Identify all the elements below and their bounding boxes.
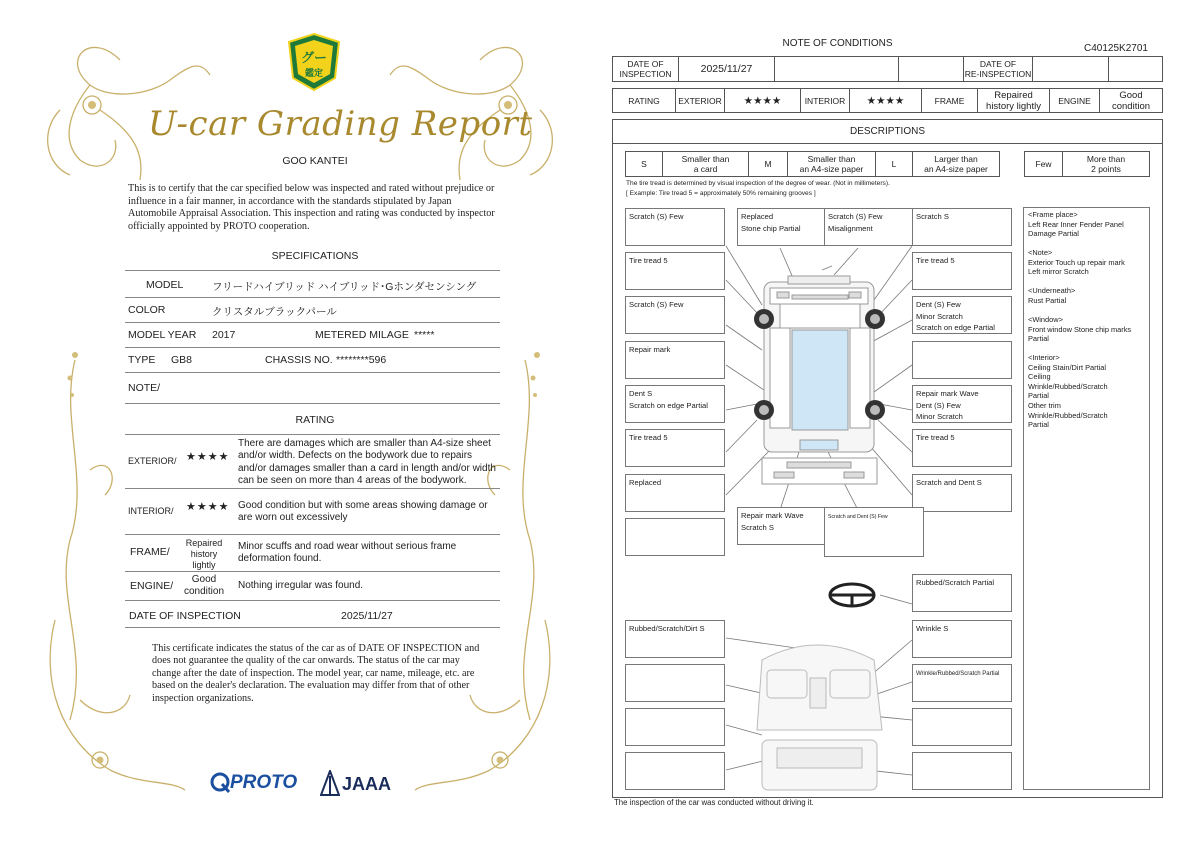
damage-box-left-front-door [625,341,725,379]
frame-description: Minor scuffs and road wear without serious frame deformation found. [238,541,457,565]
note-line: Other trim [1028,401,1061,411]
damage-text: Tire tread 5 [629,433,668,442]
descriptions-heading: DESCRIPTIONS [612,119,1163,144]
jaaa-logo-icon [320,770,340,796]
cell-line: INSPECTION [619,69,672,79]
exterior-description: There are damages which are smaller than A4-size sheet and/or width. Defects on the bodywork due to repairs and/or damages smaller than a card in length and/or width can be seen on more than 4 areas of the bodywork. [238,438,496,486]
damage-text: Tire tread 5 [916,433,955,442]
divider [125,347,500,348]
damage-box-left-front-seat [625,664,725,702]
damage-text: Repair mark [629,345,671,354]
engine-value-line: Good [191,574,217,585]
interior-header: INTERIOR [801,89,850,112]
cell-line: history lightly [986,100,1041,112]
damage-text: Repair mark Wave [741,511,804,520]
note-line: Exterior Touch up repair mark [1028,257,1125,267]
few-legend [1024,151,1150,177]
engine-value [176,574,232,598]
date-row [612,56,1163,82]
inspection-disclaimer: The inspection of the car was conducted without driving it. [614,798,814,807]
note-line: Ceiling Stain/Dirt Partial [1028,362,1107,372]
interior-description: Good condition but with some areas showing damage or are worn out excessively [238,500,488,524]
cell-line: condition [1111,100,1151,112]
color-label: COLOR [128,304,166,316]
rating-heading: RATING [295,414,335,426]
type-label: TYPE [128,354,156,366]
goo-kantei-badge-icon [287,32,341,92]
divider [125,534,500,535]
damage-text: Minor Scratch [916,311,963,321]
divider [125,322,500,323]
damage-text: Dent S [629,389,653,398]
divider [125,600,500,601]
metered-mileage-value: ***** [414,329,435,341]
damage-text: Misalignment [828,223,873,233]
certificate-footer-text: This certificate indicates the status of the car as of DATE OF INSPECTION and does not guarantee the quality of the car onwards. The status of the car may change after the date of inspection. The model year, car name, mileage, etc. are based on the dealer's declaration. The evaluation may differ from that of other inspection organizations. [152,643,480,704]
damage-box-rear-left-corner [625,518,725,556]
damage-box-right-rear-quarter [912,474,1012,512]
exterior-header: EXTERIOR [676,89,725,112]
engine-description: Nothing irregular was found. [238,580,364,591]
cell-line: 2 points [1091,164,1121,174]
cell-line: DATE OF [627,59,664,69]
damage-box-windshield [737,208,837,246]
cell-line: DATE OF [979,59,1017,69]
damage-box-right-fender [912,296,1012,334]
empty-cell [899,57,964,81]
certificate-intro: This is to certify that the car specified below was inspected and rated without prejudice or influence in a fair manner, in accordance with the standards stipulated by Japan Automobile Appraisal Association. This inspection and rating was conducted by inspector officially appointed by PROTO cooperation. [128,183,495,232]
date-of-inspection-cell: 2025/11/27 [679,57,775,81]
certificate-title: U-car Grading Report [148,104,533,144]
note-line: Damage Partial [1028,229,1079,239]
date-of-reinspection-header [964,57,1033,81]
empty-cell [1109,57,1162,81]
size-legend [625,151,1000,177]
note-heading: <Window> [1028,314,1063,324]
type-value: GB8 [171,354,193,366]
note-line: Left Rear Inner Fender Panel [1028,219,1124,229]
damage-text: Scratch (S) Few [629,212,684,221]
damage-box-rear-seat [625,752,725,790]
divider [125,627,500,628]
cell-line: an A4-size paper [924,164,988,174]
exterior-label: EXTERIOR/ [128,456,177,466]
note-line: Front window Stone chip marks [1028,324,1132,334]
legend-few: Few [1025,152,1063,176]
svg-text:グー: グー [300,51,328,66]
note-line: Partial [1028,334,1049,344]
interior-stars-cell: ★★★★ [850,89,922,112]
note-heading: <Interior> [1028,353,1060,363]
damage-box-tire-front-right [912,252,1012,290]
damage-text: Scratch S [916,212,949,221]
damage-box-tire-rear-left [625,429,725,467]
jaaa-logo: JAAA [342,774,392,794]
model-value: フリードハイブリッド ハイブリッド･Gホンダセンシング [212,281,477,293]
frame-value-line: lightly [192,560,216,570]
damage-box-left-fender [625,296,725,334]
damage-box-right-front-seat [912,664,1012,702]
cell-line: Smaller than [807,154,856,164]
cell-line: RE-INSPECTION [964,69,1032,79]
frame-header: FRAME [922,89,978,112]
legend-m-desc [788,152,876,176]
model-year-label: MODEL YEAR [128,329,197,341]
cell-line: a card [693,164,718,174]
engine-value-cell [1100,89,1162,112]
rating-header: RATING [613,89,676,112]
damage-box-front-left-corner [625,208,725,246]
date-of-reinspection-cell [1033,57,1109,81]
damage-text: Replaced [741,212,774,221]
damage-text: Repair mark Wave [916,389,979,398]
damage-box-rear-bumper [824,507,924,557]
note-line: Left mirror Scratch [1028,267,1089,277]
rating-row [612,88,1163,113]
chassis-value: ********596 [336,354,387,366]
damage-box-left-rear-door [625,385,725,423]
empty-cell [775,57,899,81]
note-label: NOTE/ [128,382,161,394]
note-line: Partial [1028,420,1049,430]
model-year-value: 2017 [212,329,236,341]
cell-line: an A4-size paper [799,164,864,174]
date-of-inspection-header [613,57,679,81]
note-line: Wrinkle/Rubbed/Scratch [1028,410,1108,420]
note-line: Partial [1028,391,1049,401]
date-of-inspection-label: DATE OF INSPECTION [129,610,241,622]
frame-value-line: history [190,549,218,559]
divider [125,488,500,489]
damage-text: Stone chip Partial [741,223,801,233]
frame-value-cell [978,89,1050,112]
exterior-stars-cell: ★★★★ [725,89,801,112]
condition-notes [1023,207,1150,790]
cell-line: Larger than [934,154,978,164]
damage-text: Scratch and Dent S [916,478,982,487]
note-line: Rust Partial [1028,295,1067,305]
divider [125,270,500,271]
legend-s: S [626,152,663,176]
note-line: Wrinkle/Rubbed/Scratch [1028,381,1108,391]
certificate-subtitle: GOO KANTEI [282,155,348,167]
specifications-heading: SPECIFICATIONS [271,250,359,262]
cell-line: More than [1086,154,1126,164]
damage-text: Scratch on edge Partial [629,400,708,410]
damage-text: Wrinkle/Rubbed/Scratch Partial [916,671,1000,677]
damage-text: Dent (S) Few [916,400,961,410]
svg-text:鑑定: 鑑定 [304,69,324,79]
model-label: MODEL [146,279,184,291]
legend-m: M [749,152,788,176]
damage-box-back-door [737,507,837,545]
damage-text: Scratch (S) Few [629,300,684,309]
frame-value-line: Repaired [185,538,223,548]
divider [125,372,500,373]
damage-box-left-rear-quarter [625,474,725,512]
cell-line: Smaller than [681,154,730,164]
date-of-inspection-value: 2025/11/27 [341,610,393,622]
frame-value [180,538,228,571]
damage-text: Tire tread 5 [629,256,668,265]
underneath-note [1028,286,1145,305]
cell-line: Repaired [994,89,1033,101]
car-top-view [762,266,877,484]
frame-place-note [1028,210,1145,239]
divider [125,403,500,404]
tire-tread-note: The tire tread is determined by visual inspection of the degree of wear. (Not in millimeters). [626,180,890,187]
engine-header: ENGINE [1050,89,1100,112]
damage-text: Minor Scratch [916,412,963,421]
damage-text: Wrinkle S [916,624,949,633]
damage-text: Scratch (S) Few [828,212,883,221]
car-interior-view [757,645,882,790]
interior-note [1028,353,1145,430]
proto-logo: PROTO [230,772,298,793]
steering-wheel-icon [830,584,874,606]
damage-box-right-front-door [912,341,1012,379]
damage-text: Scratch and Dent (S) Few [828,514,888,520]
chassis-label: CHASSIS NO. [265,354,333,366]
divider [125,571,500,572]
engine-label: ENGINE/ [130,580,174,592]
damage-text: Dent (S) Few [916,300,961,309]
damage-box-left-rear-trim [625,708,725,746]
legend-few-desc [1063,152,1149,176]
legend-l: L [876,152,913,176]
damage-box-front-bumper [824,208,924,246]
general-note [1028,248,1145,277]
damage-text: Rubbed/Scratch Partial [916,578,995,587]
interior-label: INTERIOR/ [128,506,174,516]
proto-logo-icon [210,771,230,793]
note-heading: <Underneath> [1028,286,1076,296]
damage-text: Scratch S [741,522,774,532]
interior-stars: ★★★★ [186,500,230,513]
damage-text: Replaced [629,478,662,487]
color-value: クリスタルブラックパール [212,306,337,318]
damage-box-dashboard [912,620,1012,658]
conditions-title: NOTE OF CONDITIONS [782,38,893,49]
damage-box-luggage [912,752,1012,790]
tire-tread-example: [ Example: Tire tread 5 = approximately 50% remaining grooves ] [626,190,816,197]
damage-box-front-right-corner [912,208,1012,246]
damage-box-right-rear-trim [912,708,1012,746]
damage-text: Rubbed/Scratch/Dirt S [629,624,705,633]
damage-text: Scratch on edge Partial [916,323,995,332]
cell-line: Good [1119,89,1143,101]
note-heading: <Note> [1028,248,1053,258]
legend-s-desc [663,152,749,176]
note-line: Ceiling [1028,372,1051,382]
damage-text: Tire tread 5 [916,256,955,265]
damage-box-ceiling [625,620,725,658]
report-id: C40125K2701 [1084,43,1148,54]
legend-l-desc [913,152,999,176]
damage-box-steering [912,574,1012,612]
note-heading: <Frame place> [1028,210,1078,219]
damage-box-right-rear-door [912,385,1012,423]
engine-value-line: condition [183,586,225,597]
metered-mileage-label: METERED MILAGE [315,329,409,341]
damage-box-tire-rear-right [912,429,1012,467]
divider [125,297,500,298]
divider [125,434,500,435]
exterior-stars: ★★★★ [186,450,230,463]
frame-label: FRAME/ [130,546,170,558]
window-note [1028,315,1145,344]
damage-box-tire-front-left [625,252,725,290]
